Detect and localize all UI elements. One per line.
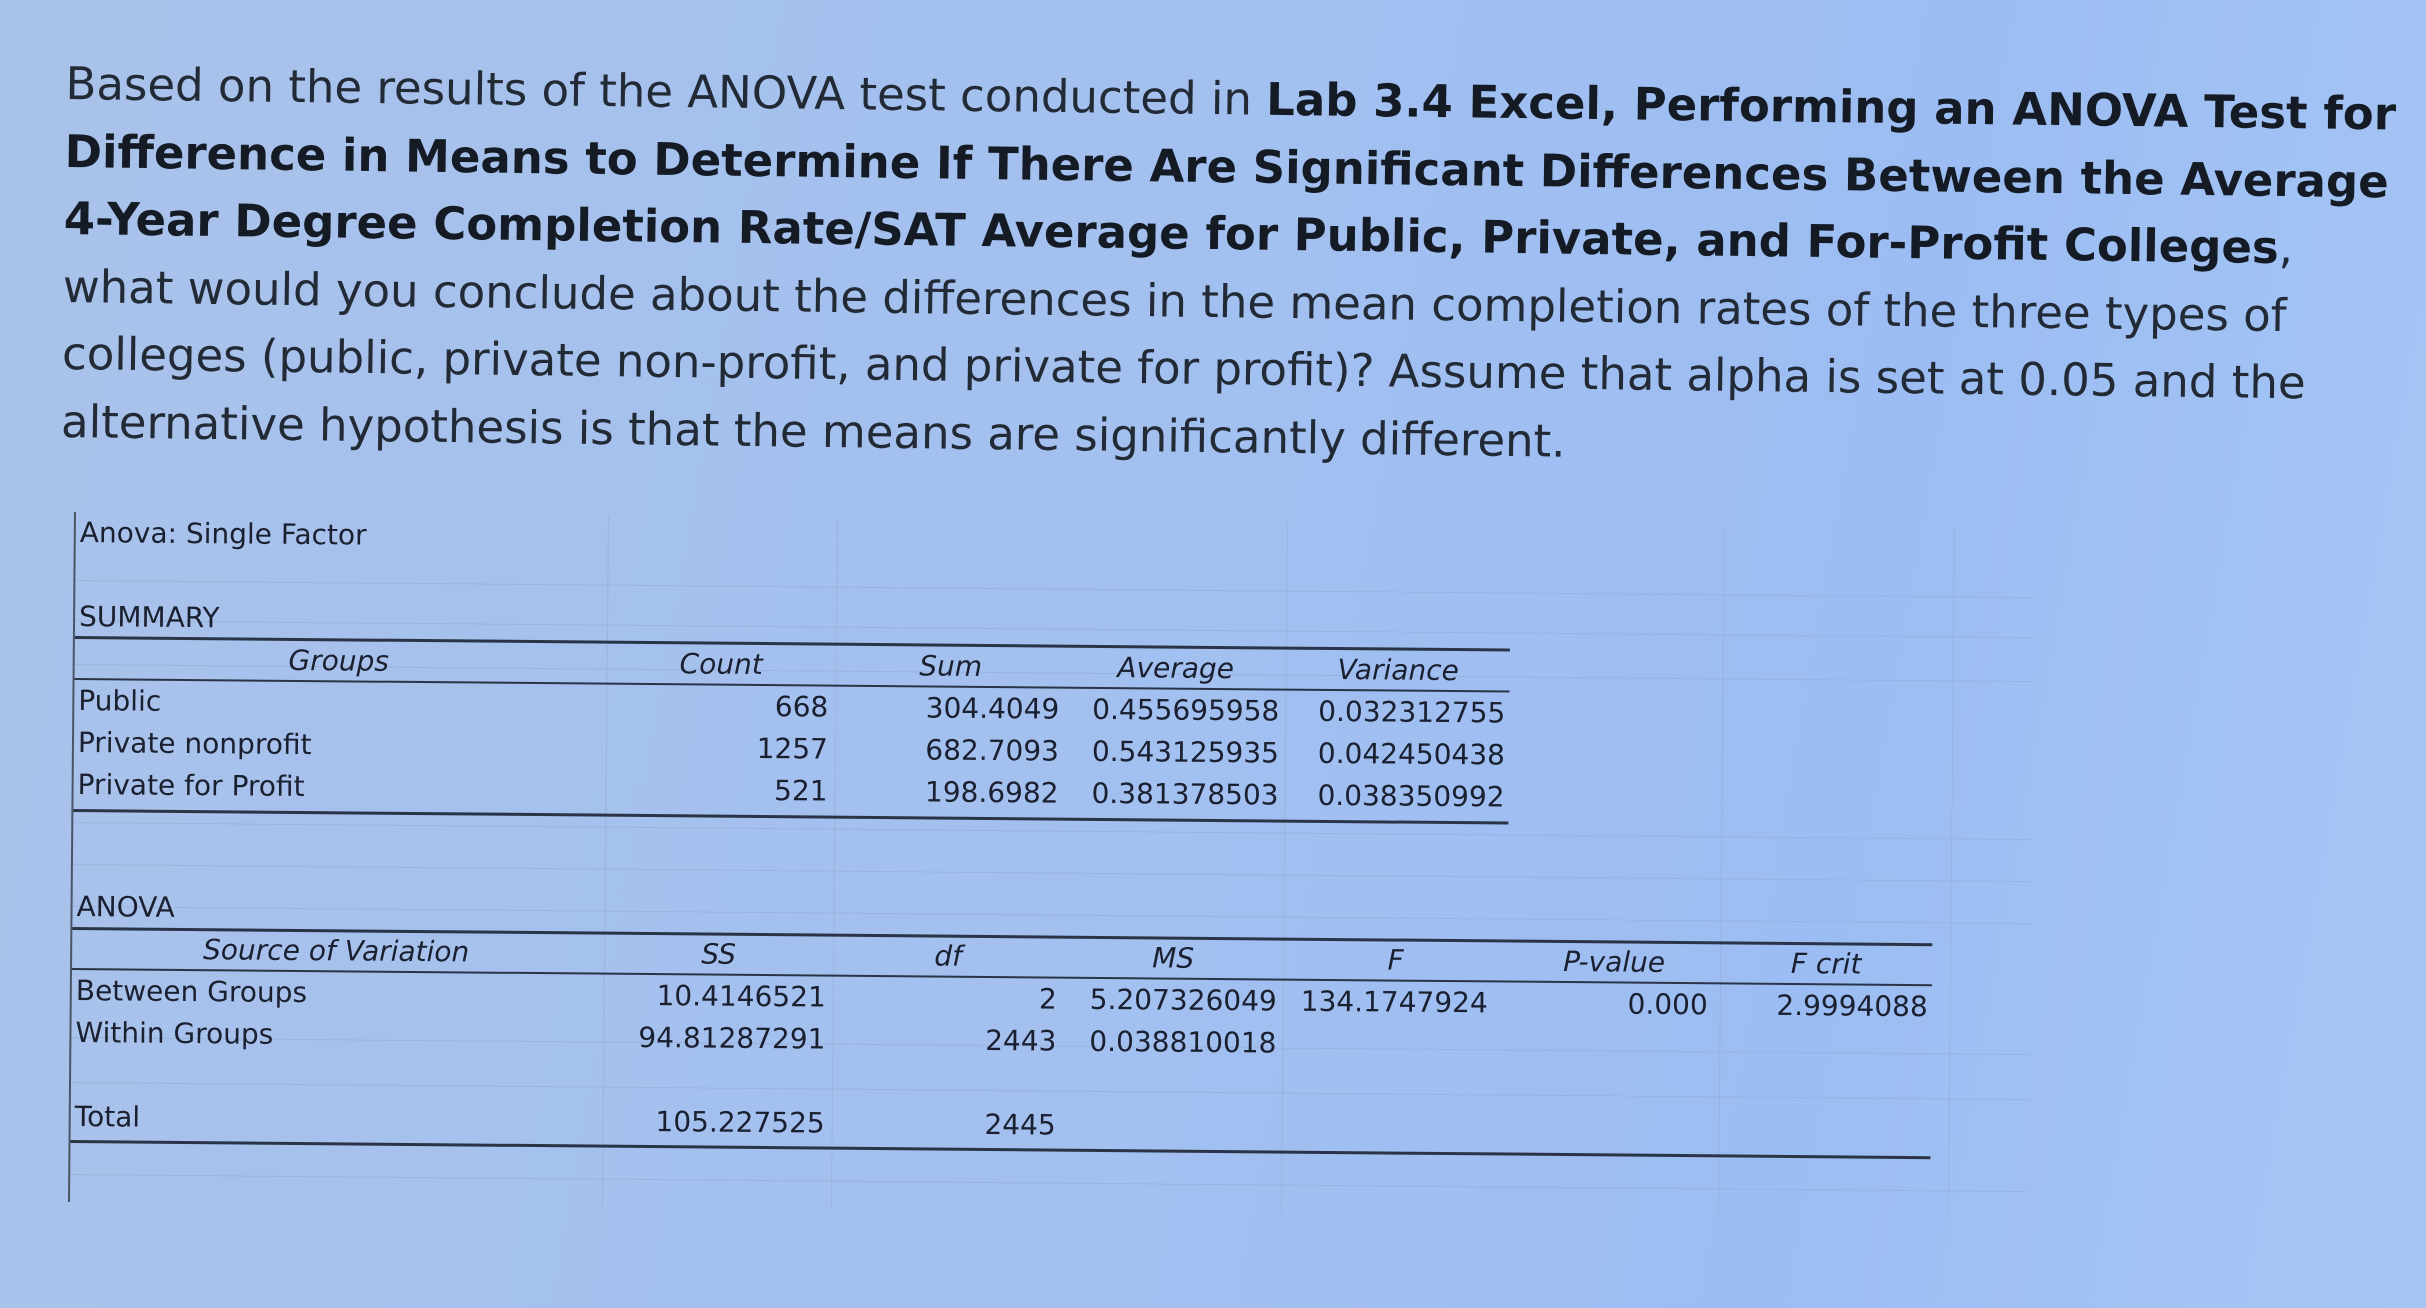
summary-row-1-average: 0.455695958	[1092, 692, 1280, 728]
question-intro: Based on the results of the ANOVA test conducted in	[65, 56, 1267, 126]
anova-row-1-ss: 10.4146521	[656, 979, 826, 1014]
summary-row-1-group: Public	[78, 684, 162, 718]
anova-row-2-ms: 0.038810018	[1089, 1024, 1277, 1060]
anova-header-f-crit: F crit	[1790, 946, 1862, 981]
summary-row-3-average: 0.381378503	[1091, 776, 1279, 812]
summary-row-1-sum: 304.4049	[925, 691, 1060, 726]
question-rest: , what would you conclude about the differences in the mean completion rates of the three types of colleges (public, private non-profit, and private for profit)? Assume that alpha is set at 0.05 and the alternative hypothesis is that the means are significantly different.	[60, 220, 2306, 468]
total-row-label: Total	[74, 1100, 141, 1134]
summary-header-groups: Groups	[288, 643, 390, 678]
total-row-ss: 105.227525	[655, 1105, 825, 1140]
summary-row-1-count: 668	[774, 690, 829, 724]
anova-row-2-source: Within Groups	[75, 1016, 274, 1051]
anova-row-1-source: Between Groups	[75, 974, 308, 1010]
anova-row-1-f-crit: 2.9994088	[1776, 988, 1928, 1024]
anova-header-ms: MS	[1152, 941, 1195, 975]
anova-header-df: df	[934, 939, 963, 973]
lab-title: Lab 3.4 Excel, Performing an ANOVA Test for Difference in Means to Determine If There Are Significant Differences Between the Average 4-Year Degree Completion Rate/SAT Average for Public, Private, and For-Profit Colleges	[63, 72, 2397, 274]
summary-row-2-count: 1257	[756, 731, 829, 766]
anova-header-ss: SS	[701, 937, 737, 971]
summary-row-1-variance: 0.032312755	[1318, 694, 1506, 730]
summary-label: SUMMARY	[78, 600, 220, 635]
anova-row-1-ms: 5.207326049	[1089, 982, 1277, 1018]
anova-row-1-f: 134.1747924	[1300, 984, 1488, 1020]
summary-row-2-variance: 0.042450438	[1317, 736, 1506, 772]
anova-row-1-p-value: 0.000	[1627, 987, 1708, 1022]
anova-row-2-ss: 94.81287291	[638, 1020, 826, 1056]
question-text	[61, 50, 2416, 486]
summary-header-average: Average	[1117, 651, 1235, 686]
summary-row-3-variance: 0.038350992	[1317, 778, 1505, 814]
anova-row-2-df: 2443	[985, 1023, 1057, 1058]
summary-row-2-average: 0.543125935	[1091, 734, 1280, 770]
anova-label: ANOVA	[76, 890, 175, 924]
anova-header-p-value: P-value	[1563, 945, 1666, 979]
summary-row-3-sum: 198.6982	[924, 775, 1059, 810]
anova-header-f: F	[1387, 943, 1404, 977]
summary-row-2-group: Private nonprofit	[77, 726, 312, 762]
anova-header-source: Source of Variation	[202, 933, 470, 969]
summary-header-variance: Variance	[1337, 653, 1459, 688]
summary-header-count: Count	[679, 647, 763, 682]
summary-row-2-sum: 682.7093	[925, 733, 1060, 768]
sheet-title: Anova: Single Factor	[79, 516, 367, 552]
total-row-df: 2445	[984, 1107, 1056, 1142]
summary-header-sum: Sum	[919, 649, 983, 683]
anova-spreadsheet	[68, 512, 2034, 1219]
summary-row-3-count: 521	[773, 774, 828, 808]
summary-row-3-group: Private for Profit	[77, 768, 305, 804]
anova-row-1-df: 2	[1038, 982, 1057, 1016]
